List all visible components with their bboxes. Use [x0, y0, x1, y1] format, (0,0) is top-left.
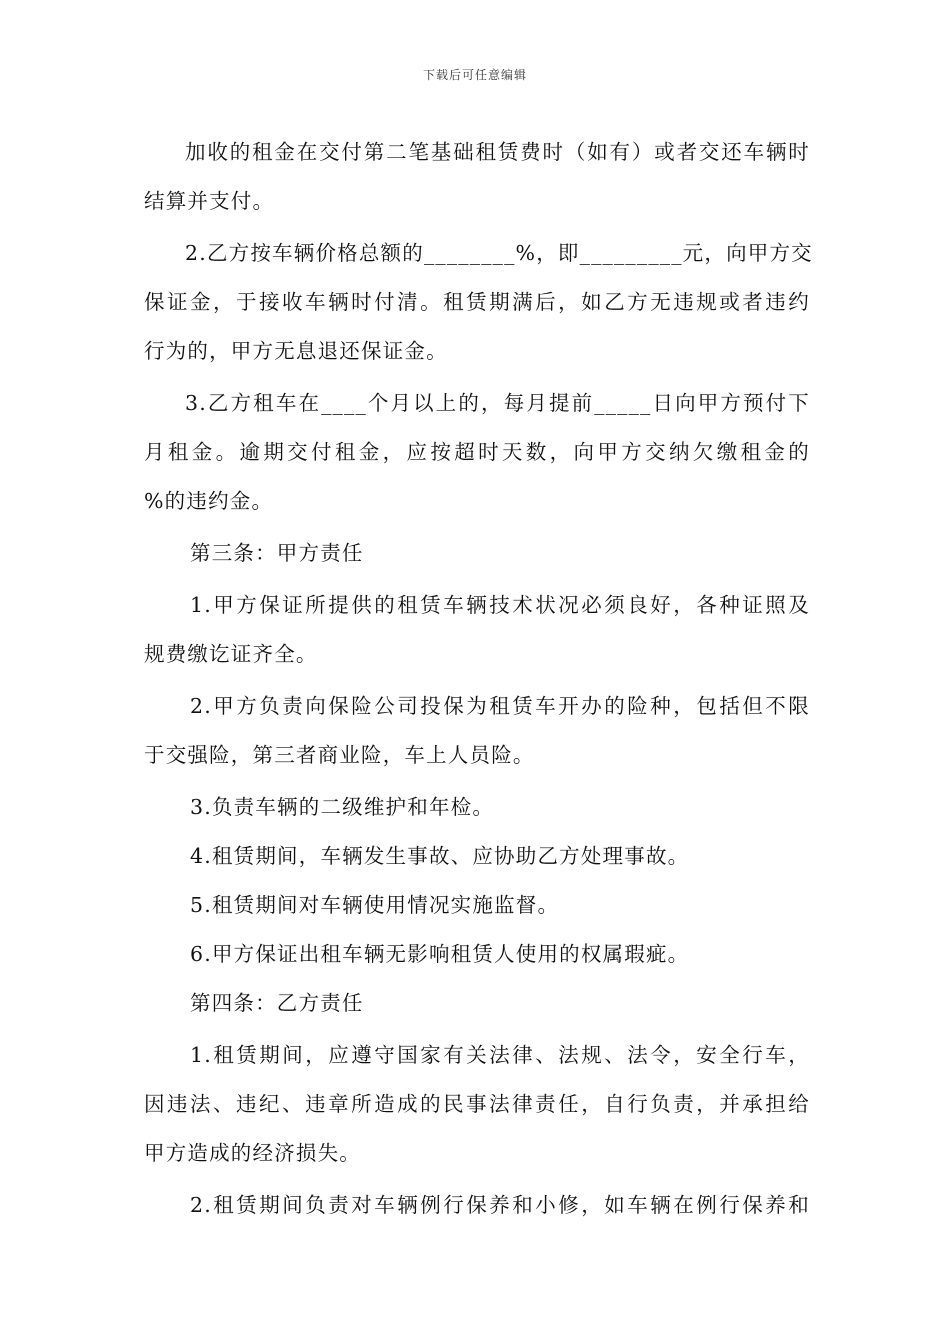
paragraph-line: 5.租赁期间对车辆使用情况实施监督。	[190, 893, 560, 917]
section-heading: 第四条：乙方责任	[190, 991, 364, 1015]
section-heading: 第三条：甲方责任	[190, 541, 364, 565]
paragraph-line: 因违法、违纪、违章所造成的民事法律责任，自行负责，并承担给	[144, 1092, 810, 1116]
paragraph-line: 1.租赁期间，应遵守国家有关法律、法规、法令，安全行车，	[190, 1043, 810, 1067]
paragraph-line: 保证金，于接收车辆时付清。租赁期满后，如乙方无违规或者违约	[144, 290, 810, 314]
paragraph-line: 行为的，甲方无息退还保证金。	[144, 339, 448, 363]
paragraph-line: 6.甲方保证出租车辆无影响租赁人使用的权属瑕疵。	[190, 942, 690, 966]
paragraph-line: 2.租赁期间负责对车辆例行保养和小修，如车辆在例行保养和	[190, 1193, 810, 1217]
paragraph-line: 2.甲方负责向保险公司投保为租赁车开办的险种，包括但不限	[190, 694, 810, 718]
document-body	[144, 128, 813, 1230]
paragraph-line: 3.负责车辆的二级维护和年检。	[190, 795, 495, 819]
paragraph-line: 于交强险，第三者商业险，车上人员险。	[144, 743, 535, 767]
paragraph-line: 月租金。逾期交付租金，应按超时天数，向甲方交纳欠缴租金的	[144, 440, 810, 464]
paragraph-line: %的违约金。	[144, 489, 274, 513]
paragraph-line: 2.乙方按车辆价格总额的________%，即_________元，向甲方交	[185, 241, 813, 265]
paragraph-line: 甲方造成的经济损失。	[144, 1141, 361, 1165]
page-header: 下载后可任意编辑	[422, 68, 527, 82]
paragraph-line: 1.甲方保证所提供的租赁车辆技术状况必须良好，各种证照及	[190, 593, 810, 617]
paragraph-line: 结算并支付。	[144, 189, 275, 213]
paragraph-line: 3.乙方租车在____个月以上的，每月提前_____日向甲方预付下	[185, 391, 810, 415]
paragraph-line: 加收的租金在交付第二笔基础租赁费时（如有）或者交还车辆时	[185, 140, 810, 164]
paragraph-line: 规费缴讫证齐全。	[144, 642, 318, 666]
paragraph-line: 4.租赁期间，车辆发生事故、应协助乙方处理事故。	[190, 844, 690, 868]
